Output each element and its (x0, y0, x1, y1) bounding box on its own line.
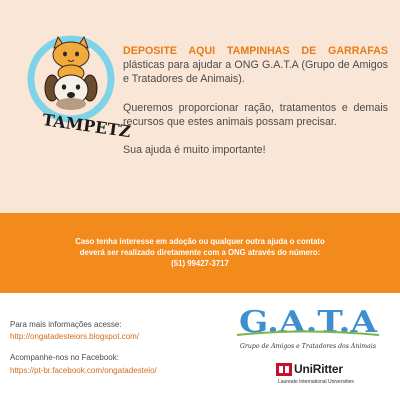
headline: DEPOSITE AQUI TAMPINHAS DE GARRAFAS (123, 45, 388, 57)
banner-line-2: deverá ser realizado diretamente com a ONG através do número: (79, 248, 321, 258)
intro-paragraph-1 (123, 44, 388, 87)
uniritter-mark-icon (276, 363, 292, 376)
gata-logo (233, 300, 383, 358)
gata-title: G.A.T.A (239, 305, 378, 340)
cat-icon (53, 37, 89, 81)
uniritter-logo (276, 363, 386, 393)
intro-paragraph-2: Queremos proporcionar ração, tratamentos e demais recursos que estes animais possam precisar. (123, 101, 388, 128)
gata-subtitle: Grupo de Amigos e Tratadores dos Animais (240, 342, 377, 350)
blog-link[interactable]: http://ongatadesteiors.blogspot.com/ (10, 332, 139, 341)
uniritter-tagline: Laureate International Universities (278, 379, 354, 385)
uniritter-name: UniRitter (294, 362, 343, 376)
banner-line-1: Caso tenha interesse em adoção ou qualquer outra ajuda o contato (75, 237, 325, 246)
dog-icon (45, 75, 97, 110)
info-label: Para mais informações acesse: (10, 320, 122, 329)
headline-rest: plásticas para ajudar a ONG G.A.T.A (Grupo de Amigos e Tratadores de Animais). (123, 59, 388, 86)
intro-text (123, 44, 388, 157)
logo-text: TAMPETZ (41, 110, 132, 142)
intro-paragraph-3: Sua ajuda é muito importante! (123, 144, 266, 157)
contact-banner-text (0, 236, 400, 270)
facebook-link[interactable]: https://pt-br.facebook.com/ongatadesteio/ (10, 366, 157, 375)
banner-phone: (51) 99427-3717 (171, 259, 229, 269)
facebook-label: Acompanhe-nos no Facebook: (10, 353, 119, 362)
tampetz-logo (22, 30, 132, 142)
